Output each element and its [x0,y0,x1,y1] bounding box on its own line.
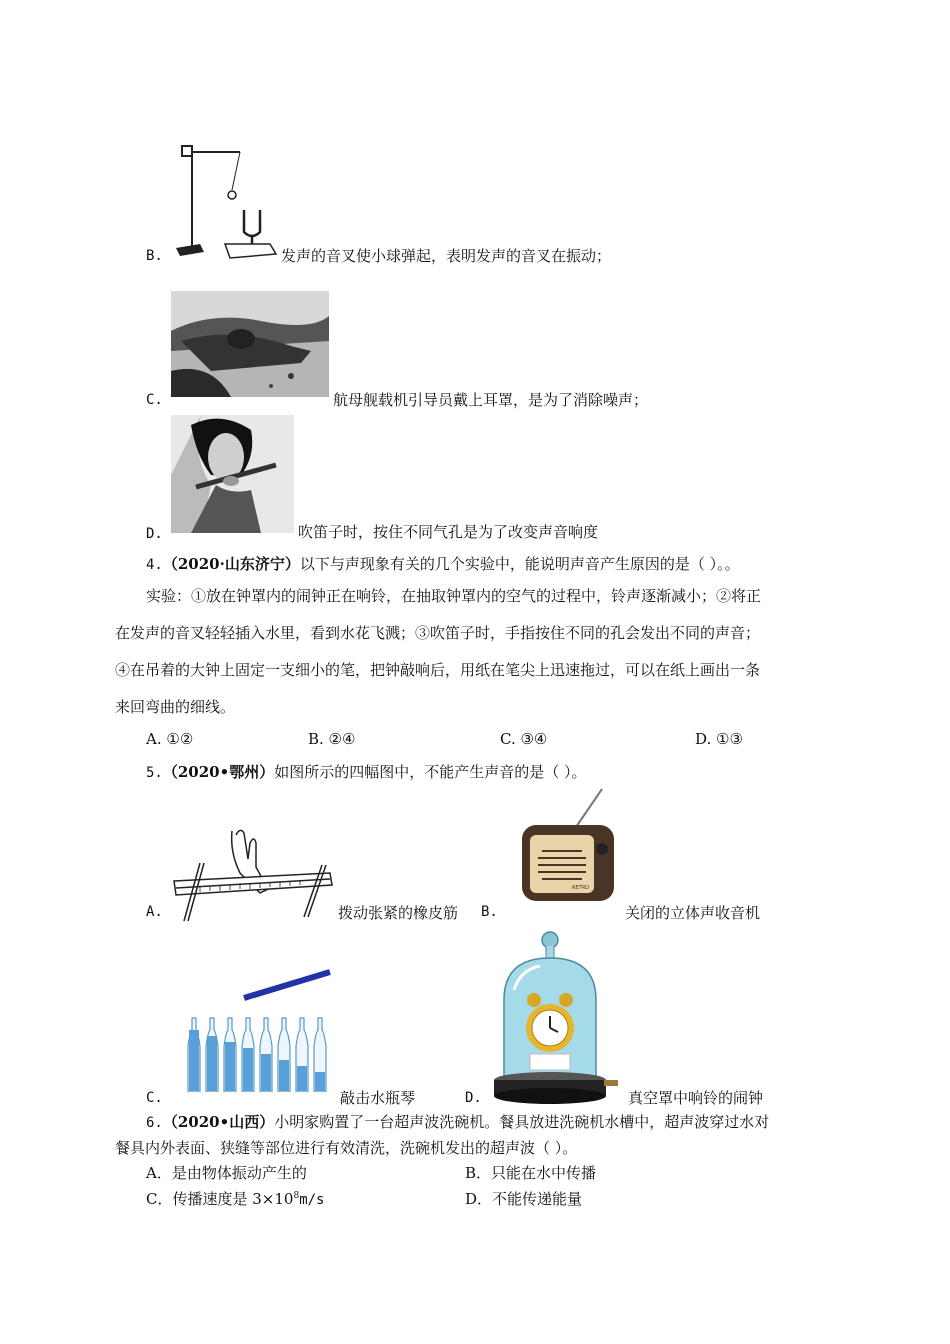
radio-figure [516,785,616,905]
radio-brand-label: RETRO [572,885,590,891]
q5-number: 5. [146,765,163,781]
q4-experiment-line: 实验：①放在钟罩内的闹钟正在响铃，在抽取钟罩内的空气的过程中，铃声逐渐减小；②将正 [146,587,762,605]
q6-number: 6. [146,1115,163,1131]
q5-option-a-label: A. [146,904,163,920]
q4-option-a: A. ①② [146,730,194,748]
q5-option-d-label: D. [465,1090,482,1106]
q5-option-a-text: 拨动张紧的橡皮筋 [338,904,459,922]
q5-option-d-text: 真空罩中响铃的闹钟 [628,1089,764,1107]
tuning-fork-figure [170,140,278,262]
water-bottle-figure [186,968,336,1092]
q6-option-a: A．是由物体振动产生的 [146,1164,307,1182]
q5-stem: 如图所示的四幅图中，不能产生声音的是（ ）。 [274,763,587,781]
q3-option-b-label: B. [146,248,163,264]
q3-option-c-label: C. [146,392,163,408]
q4-option-b: B. ②④ [308,730,356,748]
q6-option-c-unit: m/s [299,1192,325,1208]
rubber-band-figure [170,823,336,923]
q4-number: 4. [146,557,163,573]
q5-option-c-text: 敲击水瓶琴 [340,1089,416,1107]
bell-jar-clock-figure [490,930,620,1108]
q5-option-c-label: C. [146,1090,163,1106]
q5-heading [146,761,586,782]
q6-option-c [146,1188,324,1209]
q4-experiment-line: 在发声的音叉轻轻插入水里，看到水花飞溅；③吹笛子时，手指按住不同的孔会发出不同的声音； [115,624,761,642]
q5-option-b-text: 关闭的立体声收音机 [625,904,761,922]
q4-option-d: D. ①③ [695,730,743,748]
q6-stem-line2: 餐具内外表面、狭缝等部位进行有效清洗，洗碗机发出的超声波（ ）。 [115,1139,578,1157]
q5-option-b-label: B. [481,904,498,920]
carrier-crew-photo [171,291,329,397]
q4-heading [146,553,740,574]
q6-source: （2020•山西） [162,1113,275,1131]
q4-experiment-line: 来回弯曲的细线。 [115,698,236,716]
q4-stem: 以下与声现象有关的几个实验中，能说明声音产生原因的是（ ）。。 [299,555,740,573]
q6-option-c-exponent: 8 [293,1191,300,1201]
q3-option-c-text: 航母舰载机引导员戴上耳罩，是为了消除噪声； [333,391,649,409]
q6-option-c-prefix: C．传播速度是 3×10 [146,1190,294,1208]
q4-source: （2020·山东济宁） [162,555,300,573]
q4-experiment-line: ④在吊着的大钟上固定一支细小的笔，把钟敲响后，用纸在笔尖上迅速拖过，可以在纸上画出一条 [115,661,761,679]
q5-source: （2020•鄂州） [162,763,275,781]
flute-player-photo [171,415,294,533]
q6-heading [146,1111,769,1132]
q3-option-b-text: 发声的音叉使小球弹起，表明发声的音叉在振动； [281,247,612,265]
q3-option-d-text: 吹笛子时，按住不同气孔是为了改变声音响度 [298,523,599,541]
q6-stem-line1: 小明家购置了一台超声波洗碗机。餐具放进洗碗机水槽中，超声波穿过水对 [274,1113,770,1131]
q3-option-d-label: D. [146,526,163,542]
q6-option-b: B．只能在水中传播 [465,1164,597,1182]
q4-option-c: C. ③④ [500,730,548,748]
q6-option-d: D．不能传递能量 [465,1190,583,1208]
